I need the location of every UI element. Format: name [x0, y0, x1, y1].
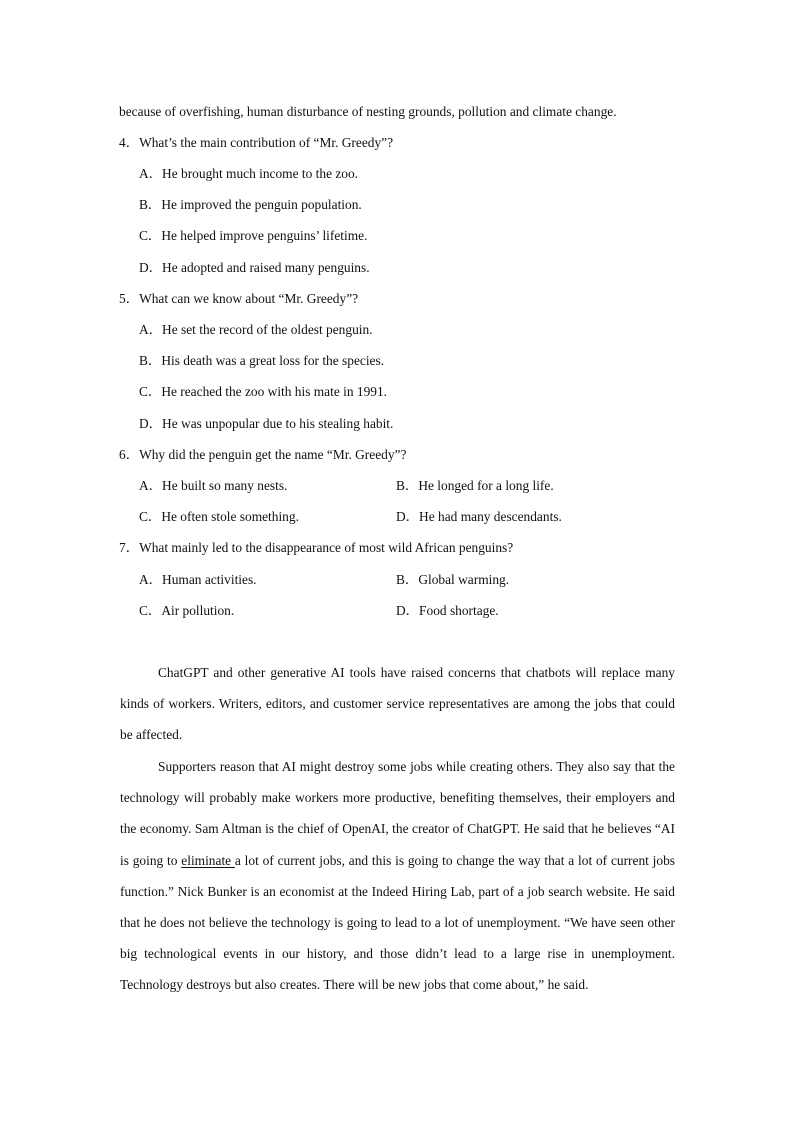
question-4-option-c: C．He helped improve penguins’ lifetime. [139, 228, 368, 243]
question-7-option-d: D．Food shortage. [396, 603, 499, 618]
question-5-option-a: A．He set the record of the oldest penguin. [139, 322, 373, 337]
question-7-option-b: B．Global warming. [396, 572, 510, 587]
passage-paragraph-1: ChatGPT and other generative AI tools have raised concerns that chatbots will replace many kinds of workers. Writers, editors, and customer service representatives are among the jobs that could be affected. [120, 665, 675, 743]
question-7-option-a: A．Human activities. [139, 572, 257, 587]
question-5-option-b: B．His death was a great loss for the species. [139, 353, 385, 368]
underlined-word-eliminate: eliminate [181, 852, 235, 868]
paragraph-2-text-before: Supporters reason that AI might destroy some jobs while creating others. They also say that the technology will probably make workers more productive, benefiting themselves, their employers and the economy. Sam Altman is the chief of OpenAI, the creator of ChatGPT. He said that he believes “AI is going to [120, 759, 675, 868]
question-6-option-c: C．He often stole something. [139, 509, 299, 524]
question-6-stem: 6．Why did the penguin get the name “Mr. Greedy”? [119, 447, 407, 462]
question-6-option-d: D．He had many descendants. [396, 509, 562, 524]
question-4-option-b: B．He improved the penguin population. [139, 197, 362, 212]
question-6-option-b: B．He longed for a long life. [396, 478, 554, 493]
question-4-option-a: A．He brought much income to the zoo. [139, 166, 359, 181]
question-7-stem: 7．What mainly led to the disappearance of most wild African penguins? [119, 540, 514, 555]
question-5-stem: 5．What can we know about “Mr. Greedy”? [119, 291, 359, 306]
question-4-option-d: D．He adopted and raised many penguins. [139, 260, 370, 275]
question-7-option-c: C．Air pollution. [139, 603, 235, 618]
intro-line: because of overfishing, human disturbance of nesting grounds, pollution and climate change. [119, 104, 617, 119]
passage-paragraph-2 [120, 751, 675, 1001]
question-5-option-d: D．He was unpopular due to his stealing habit. [139, 416, 394, 431]
question-6-option-a: A．He built so many nests. [139, 478, 288, 493]
paragraph-2-text-after: a lot of current jobs, and this is going to change the way that a lot of current jobs function.” Nick Bunker is an economist at the Indeed Hiring Lab, part of a job search website. He said that he does not believe the technology is going to lead to a lot of unemployment. “We have seen other big technological events in our history, and those didn’t lead to a large rise in unemployment. Technology destroys but also creates. There will be new jobs that come about,” he said. [120, 852, 675, 993]
question-5-option-c: C．He reached the zoo with his mate in 1991. [139, 384, 388, 399]
question-4-stem: 4．What’s the main contribution of “Mr. Greedy”? [119, 135, 394, 150]
